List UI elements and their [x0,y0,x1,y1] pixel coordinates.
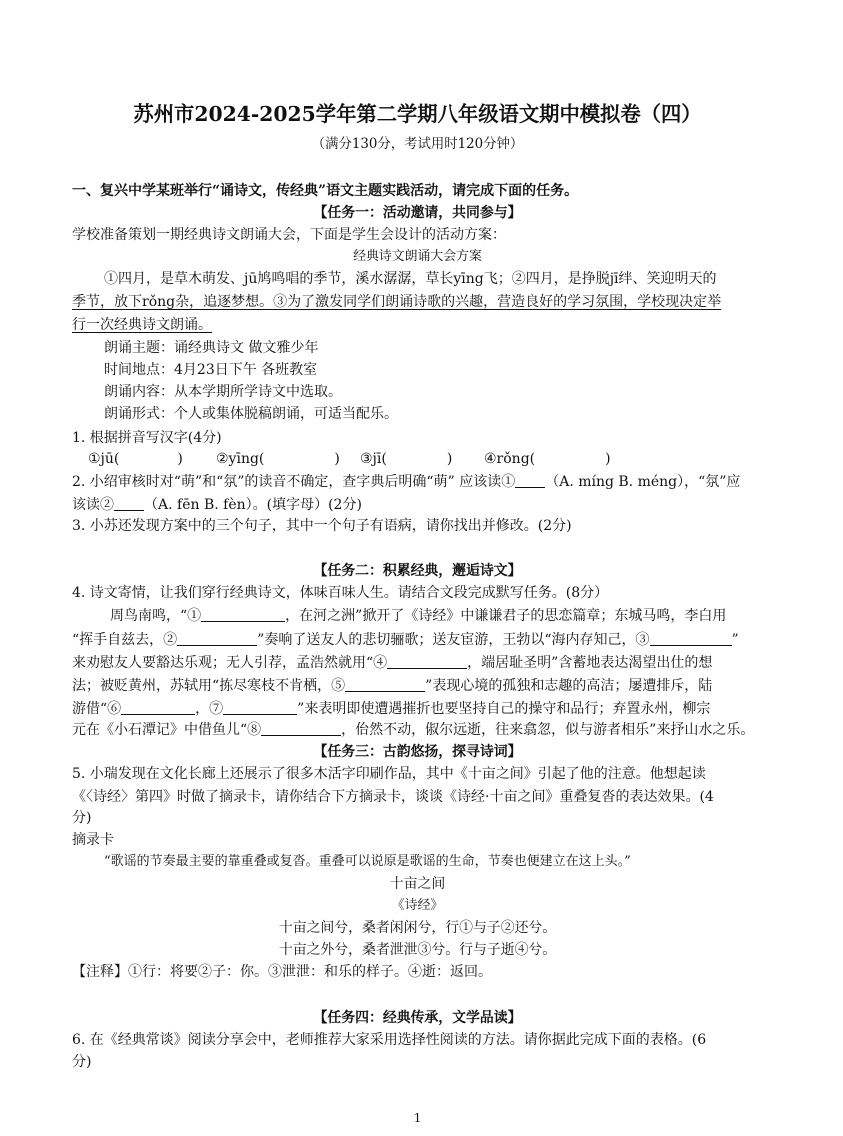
answer-blank[interactable] [387,654,467,669]
dictation-line: 来劝慰友人要豁达乐观；无人引荐，孟浩然就用“④ ，端居耻圣明”含蓄地表达渴望出仕的想 [72,655,713,671]
pinyin-label: ③jī( [360,451,387,467]
question-6: 6. 在《经典常谈》阅读分享会中，老师推荐大家采用选择性阅读的方法。请你据此完成下面的表格。(6 [72,1032,707,1048]
poem-notes: 【注释】①行：将要②子：你。③泄泄：和乐的样子。④逝：返回。 [72,964,492,980]
poem-verse: 十亩之外兮，桑者泄泄③兮。行与子逝④兮。 [278,942,557,958]
question-6-continued: 分) [72,1054,92,1070]
question-5: 5. 小瑞发现在文化长廊上还展示了很多木活字印刷作品，其中《十亩之间》引起了他的注意。他想起读 [72,766,706,782]
dictation-line: 元在《小石潭记》中借鱼儿“⑧ ，佁然不动，俶尔远逝，往来翕忽，似与游者相乐”来抒山水之乐。 [72,722,755,738]
pinyin-label: ②yīng( [216,451,265,467]
answer-blank[interactable] [515,473,545,488]
plan-paragraph-line: 行一次经典诗文朗诵。 [72,317,212,333]
task-two-heading: 【任务二：积累经典，邂逅诗文】 [313,563,522,579]
section-heading: 一、复兴中学某班举行“诵诗文，传经典”语文主题实践活动，请完成下面的任务。 [72,183,579,199]
answer-blank[interactable] [650,631,732,646]
question-3: 3. 小苏还发现方案中的三个句子，其中一个句子有语病，请你找出并修改。(2分) [72,518,572,534]
plan-intro: 学校准备策划一期经典诗文朗诵大会，下面是学生会设计的活动方案： [72,227,506,243]
pinyin-item: ①jū( ) [88,451,183,467]
exam-info: （满分130分，考试用时120分钟） [311,136,524,152]
task-one-heading: 【任务一：活动邀请，共同参与】 [313,205,522,221]
pinyin-item: ④rǒng( ) [484,451,611,467]
question-1: 1. 根据拼音写汉字(4分) [72,430,222,446]
plan-time: 时间地点：4月23日下午 各班教室 [104,362,318,378]
poem-source: 《诗经》 [391,898,444,913]
plan-theme: 朗诵主题：诵经典诗文 做文雅少年 [104,340,319,356]
pinyin-label: ①jū( [88,451,120,467]
question-5-continued: 《〈诗经〉第四》时做了摘录卡，请你结合下方摘录卡，谈谈《诗经·十亩之间》重叠复沓的表达效果。(4 [72,789,714,805]
question-5-continued: 分) [72,810,92,826]
page-title: 苏州市2024-2025学年第二学期八年级语文期中模拟卷（四） [133,102,702,126]
plan-title: 经典诗文朗诵大会方案 [353,249,482,264]
excerpt-card-label: 摘录卡 [72,832,114,848]
page-number: 1 [413,1111,422,1125]
plan-content: 朗诵内容：从本学期所学诗文中选取。 [104,384,342,400]
pinyin-item: ③jī( ) [360,451,453,467]
question-4: 4. 诗文寄情，让我们穿行经典诗文，体味百味人生。请结合文段完成默写任务。(8分） [72,585,609,601]
plan-paragraph-text: ①四月，是草木萌发、jū鸠鸣唱的季节，溪水潺潺，草长yīng飞；②四月，是挣脱jī绊、笑迎明天的 [104,271,717,287]
plan-paragraph-line [104,269,717,289]
poem-title: 十亩之间 [389,876,446,892]
task-three-heading: 【任务三：古韵悠扬，探寻诗词】 [313,744,522,760]
dictation-line: “挥手自兹去，② ”奏响了送友人的悲切骊歌；送友宦游，王勃以“海内存知己，③ ” [72,632,739,648]
task-four-heading: 【任务四：经典传承，文学品读】 [313,1010,522,1026]
plan-paragraph-line [72,292,721,312]
dictation-line: 周鸟南鸣，“① ，在河之洲”掀开了《诗经》中谦谦君子的思恋篇章；东城马鸣，李白用 [110,608,727,624]
answer-blank[interactable] [201,607,285,622]
answer-blank[interactable] [261,721,341,736]
dictation-line: 法；被贬黄州，苏轼用“拣尽寒枝不肯栖，⑤ ”表现心境的孤独和志趣的高洁；屡遭排斥，陆 [72,678,713,694]
pinyin-item: ②yīng( ) [216,451,340,467]
answer-blank[interactable] [223,700,297,715]
plan-form: 朗诵形式：个人或集体脱稿朗诵，可适当配乐。 [104,406,398,422]
question-2-continued: 该读② （A. fēn B. fèn）。(填字母）(2分) [72,497,362,513]
answer-blank[interactable] [345,677,425,692]
excerpt-quote: “歌谣的节奏最主要的靠重叠或复沓。重叠可以说原是歌谣的生命，节奏也便建立在这上头。” [104,854,631,869]
plan-paragraph-text: 季节，放下rǒng杂，追逐梦想。③为了激发同学们朗诵诗歌的兴趣，营造良好的学习氛围，学校现决定举 [72,294,722,310]
answer-blank[interactable] [177,631,257,646]
dictation-line: 游借“⑥ ，⑦ ”来表明即使遭遇摧折也要坚持自己的操守和品行；弃置永州，柳宗 [72,701,711,717]
poem-verse: 十亩之间兮，桑者闲闲兮，行①与子②还兮。 [278,920,557,936]
pinyin-label: ④rǒng( [484,451,536,467]
answer-blank[interactable] [121,700,195,715]
answer-blank[interactable] [114,496,144,511]
question-2: 2. 小绍审核时对“萌”和“氛”的读音不确定，查字典后明确“萌” 应该读① （A. míng B. méng），“氛”应 [72,474,741,490]
